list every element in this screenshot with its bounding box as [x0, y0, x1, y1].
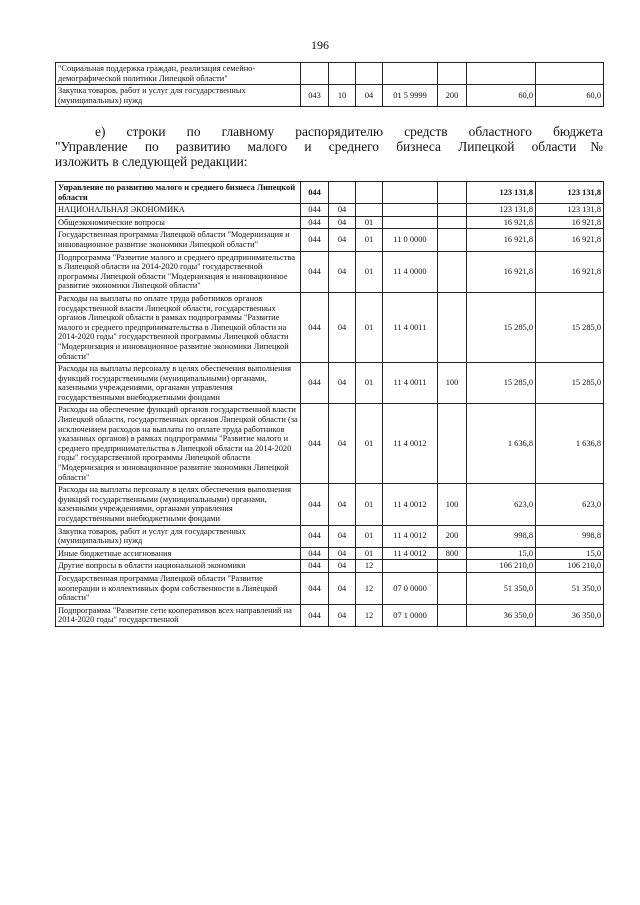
target-article-cell	[383, 216, 438, 229]
subsection-code-cell	[356, 204, 383, 217]
amount-cell: 16 921,8	[467, 251, 536, 292]
target-article-cell	[383, 182, 438, 204]
expense-type-cell	[438, 560, 467, 573]
row-name-cell: Иные бюджетные ассигнования	[56, 547, 301, 560]
expense-type-cell: 200	[438, 85, 467, 107]
subsection-code-cell: 01	[356, 363, 383, 404]
section-code-cell: 04	[329, 525, 356, 547]
section-code-cell: 04	[329, 251, 356, 292]
target-article-cell: 07 0 0000	[383, 572, 438, 604]
section-code-cell: 04	[329, 292, 356, 362]
table-row	[56, 572, 604, 604]
amount-cell: 15,0	[467, 547, 536, 560]
ministry-code-cell: 044	[301, 484, 329, 525]
amount-total-cell: 16 921,8	[536, 251, 604, 292]
subsection-code-cell: 04	[356, 85, 383, 107]
expense-type-cell: 800	[438, 547, 467, 560]
row-name-cell: Расходы на выплаты персоналу в целях обеспечения выполнения функций государственными (муниципальными) органами, казенными учреждениями, органами управления государственными внебюджетными фондами	[56, 363, 301, 404]
expense-type-cell: 200	[438, 525, 467, 547]
amount-total-cell: 15 285,0	[536, 292, 604, 362]
target-article-cell: 11 4 0012	[383, 484, 438, 525]
amount-total-cell: 123 131,8	[536, 182, 604, 204]
amount-total-cell: 51 350,0	[536, 572, 604, 604]
amount-total-cell: 60,0	[536, 85, 604, 107]
expense-type-cell: 100	[438, 484, 467, 525]
amount-total-cell: 16 921,8	[536, 229, 604, 251]
section-code-cell: 04	[329, 229, 356, 251]
row-name-cell: Подпрограмма "Развитие сети кооперативов всех направлений на 2014-2020 годы" государственной	[56, 604, 301, 626]
target-article-cell: 11 4 0012	[383, 547, 438, 560]
row-name-cell: Государственная программа Липецкой области "Модернизация и инновационное развитие экономики Липецкой области"	[56, 229, 301, 251]
target-article-cell	[383, 63, 438, 85]
subsection-code-cell: 01	[356, 484, 383, 525]
top-table	[55, 62, 604, 107]
section-code-cell	[329, 63, 356, 85]
section-code-cell: 04	[329, 547, 356, 560]
ministry-code-cell: 043	[301, 85, 329, 107]
section-code-cell	[329, 182, 356, 204]
amount-cell: 16 921,8	[467, 216, 536, 229]
amendment-intro	[55, 124, 603, 169]
subsection-code-cell: 01	[356, 404, 383, 484]
row-name-cell: Закупка товаров, работ и услуг для государственных (муниципальных) нужд	[56, 85, 301, 107]
amount-total-cell: 16 921,8	[536, 216, 604, 229]
subsection-code-cell	[356, 63, 383, 85]
table-row	[56, 251, 604, 292]
amount-cell: 15 285,0	[467, 292, 536, 362]
section-code-cell: 04	[329, 204, 356, 217]
ministry-code-cell: 044	[301, 604, 329, 626]
section-code-cell: 04	[329, 572, 356, 604]
amount-cell: 123 131,8	[467, 182, 536, 204]
amount-cell: 623,0	[467, 484, 536, 525]
amount-total-cell	[536, 63, 604, 85]
section-code-cell: 04	[329, 604, 356, 626]
table-row	[56, 547, 604, 560]
ministry-code-cell: 044	[301, 560, 329, 573]
table-row	[56, 85, 604, 107]
expense-type-cell	[438, 204, 467, 217]
ministry-code-cell: 044	[301, 404, 329, 484]
target-article-cell: 11 4 0000	[383, 251, 438, 292]
ministry-code-cell: 044	[301, 229, 329, 251]
intro-line-2: "Управление по развитию малого и среднего бизнеса Липецкой области№	[55, 139, 603, 154]
table-row	[56, 204, 604, 217]
subsection-code-cell: 01	[356, 547, 383, 560]
amount-total-cell: 15 285,0	[536, 363, 604, 404]
subsection-code-cell	[356, 182, 383, 204]
amount-cell: 16 921,8	[467, 229, 536, 251]
target-article-cell: 11 4 0011	[383, 363, 438, 404]
expense-type-cell	[438, 63, 467, 85]
ministry-code-cell: 044	[301, 547, 329, 560]
amount-cell: 1 636,8	[467, 404, 536, 484]
expense-type-cell	[438, 604, 467, 626]
table-row	[56, 525, 604, 547]
amount-cell: 15 285,0	[467, 363, 536, 404]
intro-line-3: изложить в следующей редакции:	[55, 154, 248, 169]
table-row	[56, 182, 604, 204]
row-name-cell: Другие вопросы в области национальной экономики	[56, 560, 301, 573]
target-article-cell: 11 0 0000	[383, 229, 438, 251]
subsection-code-cell: 01	[356, 216, 383, 229]
table-row	[56, 404, 604, 484]
expense-type-cell	[438, 229, 467, 251]
ministry-code-cell: 044	[301, 525, 329, 547]
amount-cell: 123 131,8	[467, 204, 536, 217]
expense-type-cell	[438, 572, 467, 604]
target-article-cell: 11 4 0011	[383, 292, 438, 362]
table-row	[56, 604, 604, 626]
ministry-code-cell: 044	[301, 204, 329, 217]
section-code-cell: 04	[329, 363, 356, 404]
amount-cell: 51 350,0	[467, 572, 536, 604]
amount-cell: 998,8	[467, 525, 536, 547]
subsection-code-cell: 01	[356, 251, 383, 292]
expense-type-cell	[438, 182, 467, 204]
intro-line-1: е) строки по главному распорядителю средств областного бюджета	[95, 124, 603, 139]
table-row	[56, 560, 604, 573]
row-name-cell: НАЦИОНАЛЬНАЯ ЭКОНОМИКА	[56, 204, 301, 217]
amount-total-cell: 106 210,0	[536, 560, 604, 573]
ministry-code-cell: 044	[301, 363, 329, 404]
table-row	[56, 484, 604, 525]
target-article-cell: 11 4 0012	[383, 525, 438, 547]
section-code-cell: 04	[329, 560, 356, 573]
table-row	[56, 216, 604, 229]
expense-type-cell	[438, 404, 467, 484]
ministry-code-cell: 044	[301, 251, 329, 292]
subsection-code-cell: 12	[356, 604, 383, 626]
target-article-cell	[383, 560, 438, 573]
target-article-cell	[383, 204, 438, 217]
ministry-code-cell: 044	[301, 182, 329, 204]
amount-total-cell: 123 131,8	[536, 204, 604, 217]
expense-type-cell	[438, 292, 467, 362]
subsection-code-cell: 01	[356, 292, 383, 362]
row-name-cell: Подпрограмма "Развитие малого и среднего предпринимательства в Липецкой области на 2014-2020 годы" государственной программы Липецкой области "Модернизация и инновационное развитие экономики Липецкой области"	[56, 251, 301, 292]
expense-type-cell: 100	[438, 363, 467, 404]
section-code-cell: 04	[329, 484, 356, 525]
row-name-cell: Управление по развитию малого и среднего бизнеса Липецкой области	[56, 182, 301, 204]
ministry-code-cell: 044	[301, 292, 329, 362]
row-name-cell: Расходы на обеспечение функций органов государственной власти Липецкой области, государственных органов Липецкой области (за исключением расходов на выплаты по оплате труда работников указанных органов) в рамках подпрограммы "Развитие малого и среднего предпринимательства в Липецкой области на 2014-2020 годы" государственной программы Липецкой области "Модернизация и инновационное развитие экономики Липецкой области"	[56, 404, 301, 484]
section-code-cell: 04	[329, 404, 356, 484]
amount-total-cell: 998,8	[536, 525, 604, 547]
expense-type-cell	[438, 251, 467, 292]
table-row	[56, 292, 604, 362]
target-article-cell: 01 5 9999	[383, 85, 438, 107]
subsection-code-cell: 01	[356, 229, 383, 251]
row-name-cell: Расходы на выплаты персоналу в целях обеспечения выполнения функций государственными (муниципальными) органами, казенными учреждениями, органами управления государственными внебюджетными фондами	[56, 484, 301, 525]
section-code-cell: 04	[329, 216, 356, 229]
budget-table	[55, 181, 604, 627]
amount-total-cell: 15,0	[536, 547, 604, 560]
amount-cell: 36 350,0	[467, 604, 536, 626]
row-name-cell: Расходы на выплаты по оплате труда работников органов государственной власти Липецкой области, государственных органов Липецкой области в рамках подпрограммы "Развитие малого и среднего предпринимательства в Липецкой области на 2014-2020 годы" государственной программы Липецкой области "Модернизация и инновационное развитие экономики Липецкой области"	[56, 292, 301, 362]
amount-total-cell: 36 350,0	[536, 604, 604, 626]
table-row	[56, 363, 604, 404]
subsection-code-cell: 01	[356, 525, 383, 547]
amount-cell: 106 210,0	[467, 560, 536, 573]
section-code-cell: 10	[329, 85, 356, 107]
amount-total-cell: 1 636,8	[536, 404, 604, 484]
table-row	[56, 63, 604, 85]
expense-type-cell	[438, 216, 467, 229]
ministry-code-cell	[301, 63, 329, 85]
table-row	[56, 229, 604, 251]
target-article-cell: 07 1 0000	[383, 604, 438, 626]
amount-cell	[467, 63, 536, 85]
page-number: 196	[311, 38, 329, 52]
subsection-code-cell: 12	[356, 560, 383, 573]
amount-total-cell: 623,0	[536, 484, 604, 525]
row-name-cell: Государственная программа Липецкой области "Развитие кооперации и коллективных форм собственности в Липецкой области"	[56, 572, 301, 604]
ministry-code-cell: 044	[301, 572, 329, 604]
target-article-cell: 11 4 0012	[383, 404, 438, 484]
row-name-cell: Общеэкономические вопросы	[56, 216, 301, 229]
ministry-code-cell: 044	[301, 216, 329, 229]
subsection-code-cell: 12	[356, 572, 383, 604]
amount-cell: 60,0	[467, 85, 536, 107]
row-name-cell: Закупка товаров, работ и услуг для государственных (муниципальных) нужд	[56, 525, 301, 547]
row-name-cell: "Социальная поддержка граждан, реализация семейно-демографической политики Липецкой области"	[56, 63, 301, 85]
